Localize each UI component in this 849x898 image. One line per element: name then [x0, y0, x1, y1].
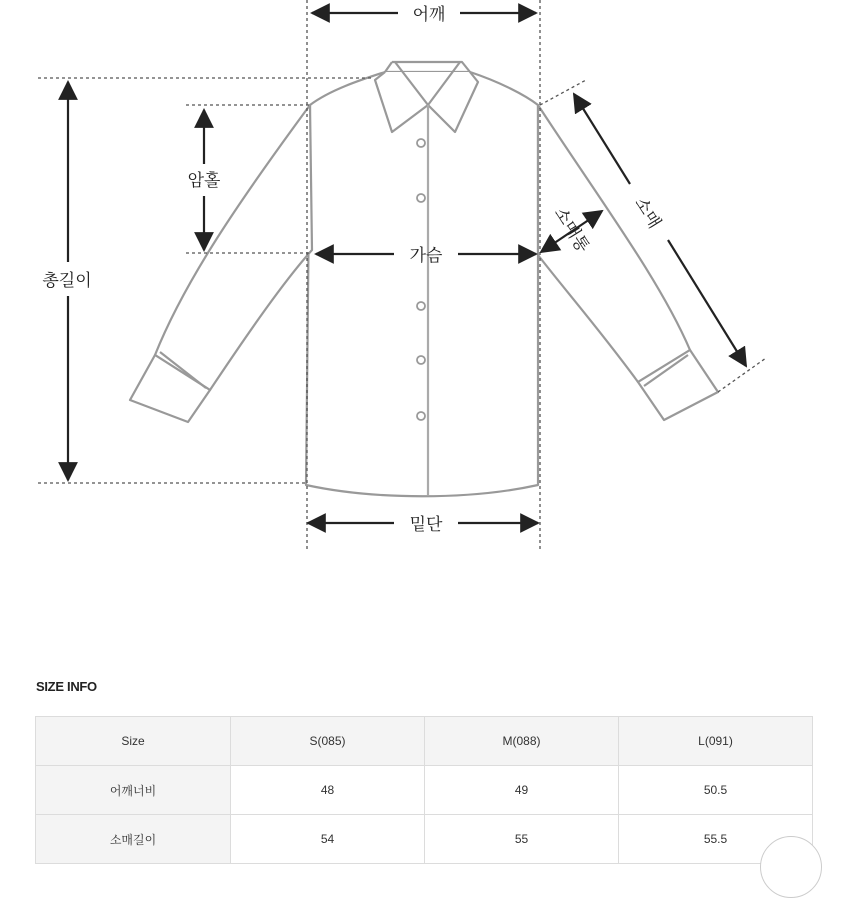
- table-cell: 49: [425, 766, 619, 815]
- shirt-button: [417, 194, 425, 202]
- shirt-outline: [130, 62, 718, 496]
- table-cell: 50.5: [619, 766, 813, 815]
- total-length-label: 총길이: [42, 271, 92, 291]
- shirt-button: [417, 302, 425, 310]
- shirt-button: [417, 356, 425, 364]
- table-cell: 48: [231, 766, 425, 815]
- table-cell: 55: [425, 815, 619, 864]
- row-label: 어깨너비: [36, 766, 231, 815]
- sleeve-width-label: 소매통: [549, 203, 593, 257]
- table-cell: 55.5: [619, 815, 813, 864]
- size-info-title: SIZE INFO: [36, 679, 97, 694]
- armhole-label: 암홀: [187, 171, 221, 191]
- sleeve-label: 소매: [630, 193, 665, 233]
- chest-label: 가슴: [409, 246, 443, 266]
- hem-label: 밑단: [409, 515, 443, 535]
- header-cell: M(088): [425, 717, 619, 766]
- size-info-table: [35, 716, 813, 864]
- header-cell: S(085): [231, 717, 425, 766]
- shoulder-label: 어깨: [412, 5, 446, 25]
- table-cell: 54: [231, 815, 425, 864]
- shirt-button: [417, 412, 425, 420]
- table-header-row: [36, 717, 813, 766]
- header-cell: Size: [36, 717, 231, 766]
- header-cell: L(091): [619, 717, 813, 766]
- table-row: [36, 766, 813, 815]
- floating-action-button[interactable]: [760, 836, 822, 898]
- table-row: [36, 815, 813, 864]
- shirt-button: [417, 139, 425, 147]
- row-label: 소매길이: [36, 815, 231, 864]
